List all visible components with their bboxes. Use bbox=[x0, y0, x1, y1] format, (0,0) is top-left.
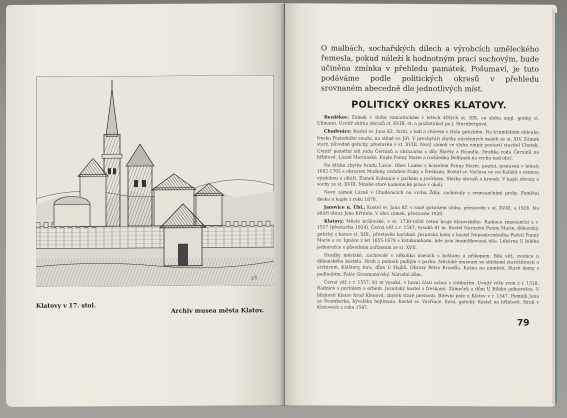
entry-text: Hradby městské, zachovalé v několika úsecích s baštami a příkopem. Bílá věž, zvonice u děkanského kostela. Hrob a pomník padlým v parku. Městské museum se sbírkami starožitností a archivem. Kláštery, fara, dům U Hajků. Obrazy Petra Brandla. Kašna na náměstí. Staré domy s podloubím. Palác Grosmanovský. Národní dům. bbox=[317, 253, 539, 278]
entry-lead: Janovice n. Úhl.: bbox=[324, 205, 366, 211]
open-book bbox=[6, 4, 562, 412]
right-page bbox=[285, 3, 557, 406]
paragraph bbox=[317, 163, 539, 190]
svg-text:J.Š.: J.Š. bbox=[251, 275, 258, 281]
caption-right: Archiv musea města Klatov. bbox=[171, 307, 264, 315]
paragraph bbox=[317, 220, 539, 253]
entry-lead: Chudenice: bbox=[324, 129, 352, 136]
green-cover-edge bbox=[555, 13, 557, 405]
entry-text: Černá věž z r. 1557, 81 m vysoká, v horní části ochoz s cimbuřím. Uvnitř věže zvon z r. 1518. Radnice s portálem a erbem. Jezuitský kostel s freskami. Zámeček a dům U Bílého jednorožce. V blízkosti Klatov hrad Klenová, zbytek staré pevnosti. Bitevní pole u Klatov v r. 1547. Pomník Jana ze Švamberka, bývalého hejtmana. Kostel sv. Vavřince, farní, gotický. Kostel na hřbitově. Hrob v Klatovech z roku 1547. bbox=[317, 280, 539, 311]
caption-left: Klatovy v 17. stol. bbox=[36, 302, 96, 310]
entry-text: Zámek v slohu romantickém v letech 40tých st. XIX. ve slohu angl. gotiky sl. Ullmann. Uvnitř sbírka obrazů st. XVIII. st. a pozůstalost po J. Sternbergové. bbox=[317, 115, 539, 128]
page-number: 79 bbox=[517, 318, 530, 329]
entry-text: Kostel sv. Jana Kř. v raně gotickém slohu, přestavěn v st. XVIII. a 1926. Na oltáři obraz Jana Křtitele. V obci zámek, přestavěn 1920. bbox=[317, 205, 539, 218]
left-page bbox=[6, 3, 284, 407]
entry-lead: Klatovy: bbox=[324, 219, 345, 225]
town-illustration bbox=[36, 75, 274, 287]
section-heading: POLITICKÝ OKRES KLATOVY. bbox=[351, 99, 507, 112]
entry-lead: Bezděkov: bbox=[324, 115, 350, 121]
entry-text: Nový zámek Lázně v Chudenicích na vrchu Žďár, zachovalý s renesančními prvky. Pamětní deska u kaple z roku 1870. bbox=[317, 190, 539, 203]
paragraph bbox=[317, 115, 539, 129]
paragraph bbox=[317, 205, 539, 219]
paragraph bbox=[317, 130, 539, 163]
paragraph bbox=[317, 280, 539, 313]
entry-text: Kostel sv. Jana Kř., farní, s lodí a chórem v stylu gotickém. Na triumfálním oblouku freska Posledního soudu, na stěně sv. Jiří. V presbytáři zbytky nástěnných maleb ze st. XIV. Zámek starý, původně gotický, přestavěn v st. XVIII. Nový zámek ve slohu empír postavil stavitel Chotek. Uvnitř pamětní síň rodu Černínů a obrazárna s díly Škréty a Brandla. Hrobka rodu Černínů na hřbitově. Lázně Mariánské. Kaple Panny Marie a rozhledna Bolfánek na vrchu nad obcí. bbox=[317, 130, 539, 162]
body-text bbox=[317, 115, 539, 315]
intro-paragraph: O malbách, sochařských dílech a výrobcích uměleckého řemesla, pokud náleží k hodnotným prací sochovým, bude učiněna zmínka v přehledu památek. Pošumaví, je tuto podáváme podle politických okresů v přehledu srovnaném abecedně dle jednotlivých míst. bbox=[321, 43, 539, 94]
entry-text: Město královské, v st. 1730-1850 četné kraje klatovského. Radnice renesanční z r. 1557 (přestavba 1924). Černá věž z r. 1547, vysoká 81 m. Kostel Narození Panny Marie, děkanský, gotický z konce st. XIII., přestavěn barokně. Jezuitská kolej a kostel Neposkvrněného Početí Panny Marie a sv. Ignáce z let 1655-1679 s katakombami, kde jsou mumifikovaná těla. Lékárna U bílého jednorožce s původním zařízením ze st. XVII. bbox=[317, 219, 539, 251]
paragraph bbox=[317, 191, 539, 205]
entry-text: Na blízku zbytky hradu Lazce. Obec Lomec s kostelem Panny Marie, poutní, postaven v letech 1692-1702 s obrazem Madony, ozdoben štuky a freskami. Kostel sv. Václava ve vsi Kaliště s cennou výzdobou a oltáři. Zámek Kalenice s parkem a jezírkem. Sbírky obrazů a kreseb. V kapli obrazy a sochy ze st. XVIII. Mnohé staré kamenické práce v okolí. bbox=[317, 163, 539, 189]
paragraph bbox=[317, 253, 539, 280]
